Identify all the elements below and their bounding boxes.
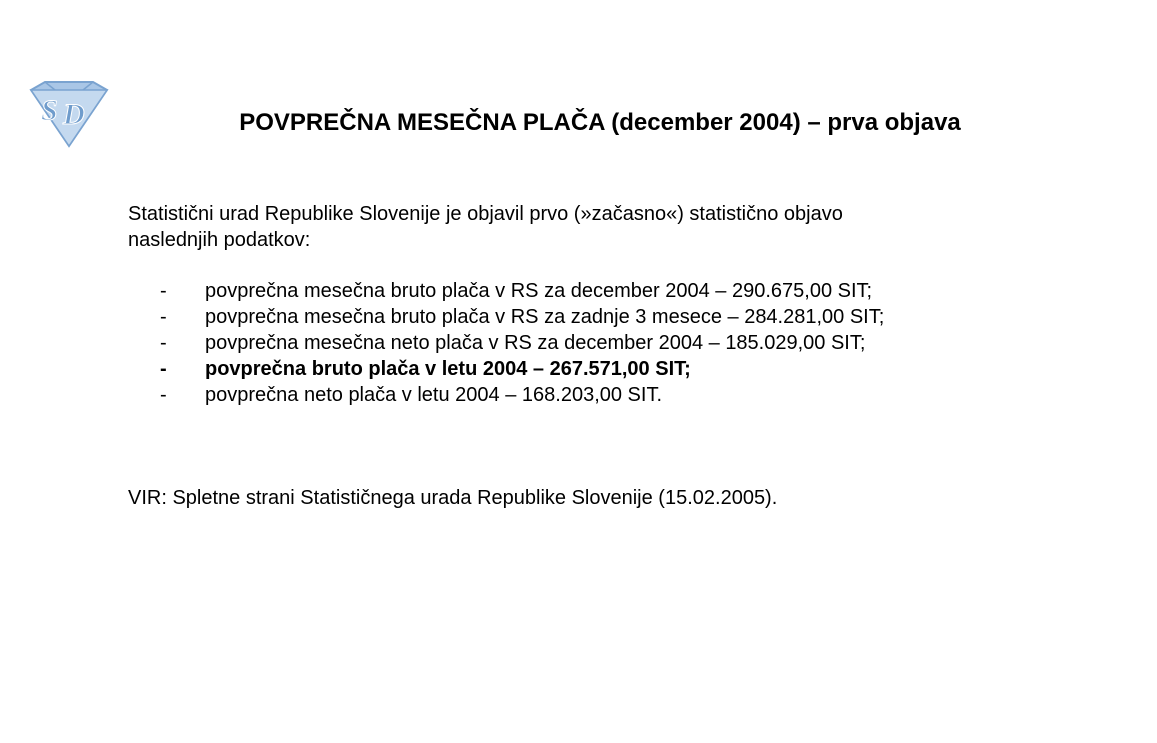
svg-text:S: S [41, 94, 58, 127]
list-item-text: povprečna mesečna neto plača v RS za december 2004 – 185.029,00 SIT; [205, 332, 866, 354]
intro-line-1: Statistični urad Republike Slovenije je objavil prvo (»začasno«) statistično objavo [128, 203, 843, 225]
svg-text:D: D [63, 98, 85, 131]
list-item-text: povprečna mesečna bruto plača v RS za zadnje 3 mesece – 284.281,00 SIT; [205, 306, 885, 328]
salary-list [160, 278, 884, 408]
list-item [160, 382, 884, 408]
list-dash: - [160, 358, 167, 380]
list-item [160, 304, 884, 330]
intro-line-2: naslednjih podatkov: [128, 229, 311, 251]
list-dash: - [160, 384, 167, 406]
list-dash: - [160, 332, 167, 354]
list-dash: - [160, 280, 167, 302]
page-title: POVPREČNA MESEČNA PLAČA (december 2004) – prva objava [239, 109, 961, 136]
source-note: VIR: Spletne strani Statističnega urada Republike Slovenije (15.02.2005). [128, 487, 778, 509]
list-item [160, 330, 884, 356]
list-item [160, 278, 884, 304]
list-dash: - [160, 306, 167, 328]
intro-paragraph [128, 201, 1028, 253]
list-item-text: povprečna bruto plača v letu 2004 – 267.571,00 SIT; [205, 358, 691, 380]
list-item-highlighted [160, 356, 884, 382]
list-item-text: povprečna mesečna bruto plača v RS za december 2004 – 290.675,00 SIT; [205, 280, 873, 302]
list-item-text: povprečna neto plača v letu 2004 – 168.203,00 SIT. [205, 384, 663, 406]
